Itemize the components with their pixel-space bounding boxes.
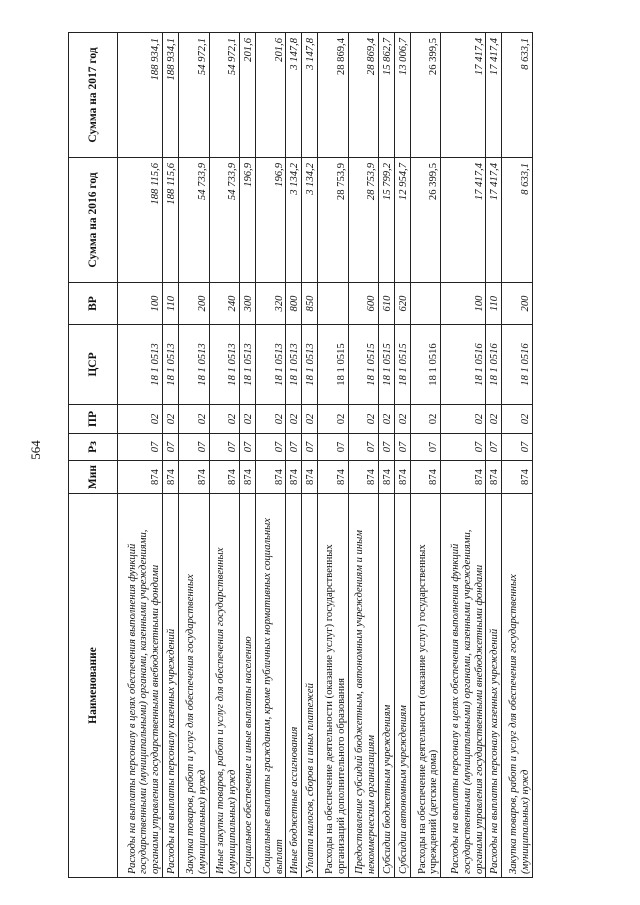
cell-rz: 07 [118, 434, 163, 461]
header-sum-2017: Сумма на 2017 год [69, 33, 118, 158]
cell-sum-2016: 188 115,6 [118, 158, 163, 283]
cell-rz: 07 [348, 434, 379, 461]
cell-csr: 18 1 0513 [209, 325, 240, 405]
cell-name: Закупка товаров, работ и услуг для обеспечения государственных (муниципальных) нужд [502, 494, 533, 878]
cell-csr: 18 1 0516 [502, 325, 533, 405]
cell-min: 874 [118, 461, 163, 494]
cell-rz: 07 [286, 434, 302, 461]
cell-sum-2016: 54 733,9 [209, 158, 240, 283]
cell-pr: 02 [179, 405, 210, 434]
cell-pr: 02 [163, 405, 179, 434]
cell-csr: 18 1 0513 [179, 325, 210, 405]
cell-csr: 18 1 0515 [318, 325, 349, 405]
cell-min: 874 [163, 461, 179, 494]
table-row [379, 33, 395, 878]
cell-rz: 07 [486, 434, 502, 461]
header-sum-2016: Сумма на 2016 год [69, 158, 118, 283]
cell-name: Расходы на обеспечение деятельности (оказание услуг) государственных организаций дополнительного образования [318, 494, 349, 878]
cell-vr: 200 [179, 283, 210, 325]
cell-sum-2016: 17 417,4 [441, 158, 486, 283]
cell-name: Предоставление субсидий бюджетным, автономным учреждениям и иным некоммерческим организациям [348, 494, 379, 878]
cell-csr: 18 1 0513 [286, 325, 302, 405]
cell-sum-2017: 3 147,8 [302, 33, 318, 158]
table-row [394, 33, 410, 878]
cell-csr: 18 1 0515 [394, 325, 410, 405]
cell-min: 874 [394, 461, 410, 494]
cell-rz: 07 [163, 434, 179, 461]
cell-name: Расходы на обеспечение деятельности (оказание услуг) государственных учреждений (детские дома) [410, 494, 441, 878]
table-rotated-container [68, 33, 533, 878]
cell-name: Иные бюджетные ассигнования [286, 494, 302, 878]
cell-sum-2016: 3 134,2 [302, 158, 318, 283]
cell-rz: 07 [302, 434, 318, 461]
cell-rz: 07 [410, 434, 441, 461]
cell-rz: 07 [394, 434, 410, 461]
cell-vr: 850 [302, 283, 318, 325]
cell-pr: 02 [286, 405, 302, 434]
cell-csr: 18 1 0513 [255, 325, 286, 405]
cell-pr: 02 [394, 405, 410, 434]
cell-pr: 02 [486, 405, 502, 434]
cell-csr: 18 1 0516 [410, 325, 441, 405]
cell-name: Расходы на выплаты персоналу в целях обеспечения выполнения функций государственными (муниципальными) органами, казенными учреждениями, органами управления государственными внебюджетными фондами [118, 494, 163, 878]
cell-rz: 07 [255, 434, 286, 461]
table-row [118, 33, 163, 878]
cell-sum-2016: 28 753,9 [318, 158, 349, 283]
cell-vr: 610 [379, 283, 395, 325]
header-rz: Рз [69, 434, 118, 461]
table-row [286, 33, 302, 878]
cell-pr: 02 [209, 405, 240, 434]
cell-csr: 18 1 0515 [379, 325, 395, 405]
table-row [255, 33, 286, 878]
table-row [163, 33, 179, 878]
cell-pr: 02 [379, 405, 395, 434]
cell-sum-2016: 54 733,9 [179, 158, 210, 283]
cell-csr: 18 1 0516 [486, 325, 502, 405]
cell-name: Субсидии бюджетным учреждениям [379, 494, 395, 878]
cell-vr: 620 [394, 283, 410, 325]
table-body [118, 33, 533, 878]
cell-sum-2017: 28 869,4 [348, 33, 379, 158]
cell-sum-2017: 54 972,1 [179, 33, 210, 158]
table-row [240, 33, 256, 878]
cell-vr: 100 [118, 283, 163, 325]
cell-csr: 18 1 0513 [302, 325, 318, 405]
cell-vr: 240 [209, 283, 240, 325]
cell-pr: 02 [441, 405, 486, 434]
cell-sum-2016: 17 417,4 [486, 158, 502, 283]
cell-sum-2017: 201,6 [240, 33, 256, 158]
table-row [209, 33, 240, 878]
table-row [410, 33, 441, 878]
header-vr: ВР [69, 283, 118, 325]
cell-min: 874 [286, 461, 302, 494]
cell-name: Иные закупки товаров, работ и услуг для обеспечения государственных (муниципальных) нужд [209, 494, 240, 878]
cell-sum-2016: 26 399,5 [410, 158, 441, 283]
cell-csr: 18 1 0513 [118, 325, 163, 405]
page-number: 564 [28, 440, 43, 460]
cell-min: 874 [348, 461, 379, 494]
cell-vr [318, 283, 349, 325]
cell-sum-2016: 3 134,2 [286, 158, 302, 283]
table-row [502, 33, 533, 878]
cell-csr: 18 1 0513 [240, 325, 256, 405]
cell-name: Субсидии автономным учреждениям [394, 494, 410, 878]
cell-sum-2016: 188 115,6 [163, 158, 179, 283]
table-row [302, 33, 318, 878]
cell-rz: 07 [502, 434, 533, 461]
cell-name: Расходы на выплаты персоналу казенных учреждений [163, 494, 179, 878]
header-min: Мин [69, 461, 118, 494]
cell-pr: 02 [255, 405, 286, 434]
cell-vr: 600 [348, 283, 379, 325]
cell-min: 874 [379, 461, 395, 494]
cell-sum-2016: 15 799,2 [379, 158, 395, 283]
cell-vr: 110 [486, 283, 502, 325]
cell-vr: 110 [163, 283, 179, 325]
table-row [441, 33, 486, 878]
cell-sum-2016: 8 633,1 [502, 158, 533, 283]
cell-name: Уплата налогов, сборов и иных платежей [302, 494, 318, 878]
table-header-row [69, 33, 118, 878]
cell-vr: 320 [255, 283, 286, 325]
cell-name: Расходы на выплаты персоналу в целях обеспечения выполнения функций государственными (муниципальными) органами, казенными учреждениями, органами управления государственными внебюджетными фондами [441, 494, 486, 878]
cell-min: 874 [318, 461, 349, 494]
cell-rz: 07 [318, 434, 349, 461]
cell-pr: 02 [410, 405, 441, 434]
cell-rz: 07 [379, 434, 395, 461]
cell-sum-2017: 54 972,1 [209, 33, 240, 158]
cell-min: 874 [441, 461, 486, 494]
cell-min: 874 [179, 461, 210, 494]
cell-min: 874 [410, 461, 441, 494]
cell-pr: 02 [318, 405, 349, 434]
cell-vr: 800 [286, 283, 302, 325]
cell-rz: 07 [179, 434, 210, 461]
cell-sum-2017: 15 862,7 [379, 33, 395, 158]
cell-sum-2017: 8 633,1 [502, 33, 533, 158]
cell-min: 874 [486, 461, 502, 494]
cell-sum-2017: 201,6 [255, 33, 286, 158]
table-row [348, 33, 379, 878]
cell-sum-2017: 17 417,4 [486, 33, 502, 158]
cell-sum-2017: 188 934,1 [163, 33, 179, 158]
cell-csr: 18 1 0516 [441, 325, 486, 405]
cell-vr: 200 [502, 283, 533, 325]
cell-sum-2017: 3 147,8 [286, 33, 302, 158]
table-row [486, 33, 502, 878]
cell-min: 874 [502, 461, 533, 494]
cell-sum-2017: 188 934,1 [118, 33, 163, 158]
cell-vr: 300 [240, 283, 256, 325]
cell-min: 874 [255, 461, 286, 494]
cell-pr: 02 [348, 405, 379, 434]
cell-pr: 02 [502, 405, 533, 434]
cell-sum-2016: 196,9 [255, 158, 286, 283]
cell-pr: 02 [118, 405, 163, 434]
cell-name: Социальные выплаты гражданам, кроме публичных нормативных социальных выплат [255, 494, 286, 878]
cell-min: 874 [240, 461, 256, 494]
cell-rz: 07 [240, 434, 256, 461]
cell-name: Социальное обеспечение и иные выплаты населению [240, 494, 256, 878]
cell-sum-2017: 17 417,4 [441, 33, 486, 158]
cell-rz: 07 [209, 434, 240, 461]
table-row [179, 33, 210, 878]
cell-vr: 100 [441, 283, 486, 325]
cell-name: Расходы на выплаты персоналу казенных учреждений [486, 494, 502, 878]
cell-csr: 18 1 0515 [348, 325, 379, 405]
cell-sum-2016: 28 753,9 [348, 158, 379, 283]
cell-min: 874 [209, 461, 240, 494]
cell-vr [410, 283, 441, 325]
header-pr: ПР [69, 405, 118, 434]
cell-sum-2017: 13 006,7 [394, 33, 410, 158]
cell-sum-2017: 26 399,5 [410, 33, 441, 158]
cell-sum-2017: 28 869,4 [318, 33, 349, 158]
cell-sum-2016: 12 954,7 [394, 158, 410, 283]
cell-min: 874 [302, 461, 318, 494]
cell-rz: 07 [441, 434, 486, 461]
cell-sum-2016: 196,9 [240, 158, 256, 283]
header-name: Наименование [69, 494, 118, 878]
cell-pr: 02 [302, 405, 318, 434]
cell-csr: 18 1 0513 [163, 325, 179, 405]
cell-name: Закупка товаров, работ и услуг для обеспечения государственных (муниципальных) нужд [179, 494, 210, 878]
header-csr: ЦСР [69, 325, 118, 405]
budget-table [68, 32, 533, 878]
cell-pr: 02 [240, 405, 256, 434]
table-row [318, 33, 349, 878]
